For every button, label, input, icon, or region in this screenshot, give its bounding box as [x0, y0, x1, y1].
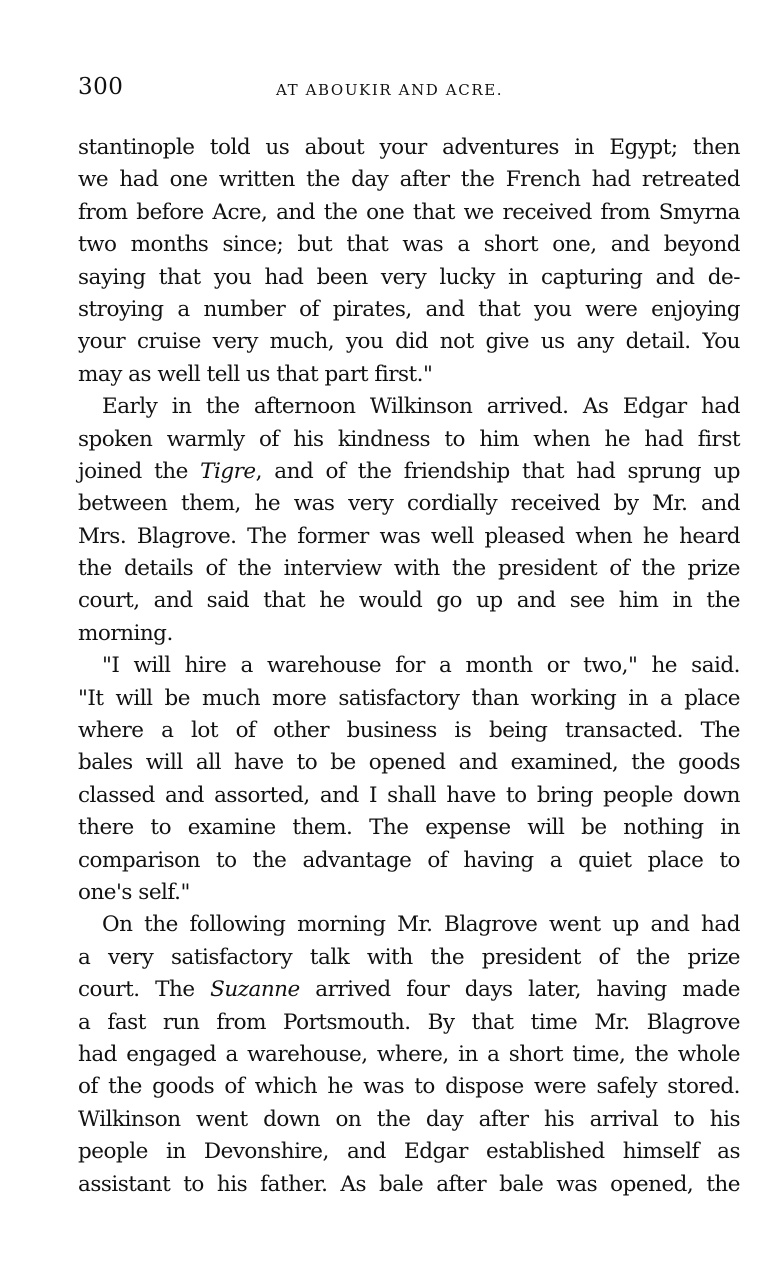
text-line: the details of the interview with the president of the prize — [78, 556, 740, 582]
text-line: had engaged a warehouse, where, in a short time, the whole — [78, 1041, 740, 1067]
text-line: saying that you had been very lucky in capturing and de- — [78, 264, 740, 290]
running-head: AT ABOUKIR AND ACRE. — [276, 81, 504, 99]
text-line: court, and said that he would go up and see him in the — [78, 588, 740, 614]
text-line: comparison to the advantage of having a quiet place to — [78, 847, 740, 873]
text-line: assistant to his father. As bale after bale was opened, the — [78, 1171, 740, 1197]
text-line: where a lot of other business is being transacted. The — [78, 718, 740, 744]
text-line: Mrs. Blagrove. The former was well pleased when he heard — [78, 523, 740, 549]
text-line: your cruise very much, you did not give us any detail. You — [78, 329, 740, 355]
text-line: of the goods of which he was to dispose were safely stored. — [78, 1074, 740, 1100]
text-line: a fast run from Portsmouth. By that time Mr. Blagrove — [78, 1009, 740, 1035]
text-line: Early in the afternoon Wilkinson arrived. As Edgar had — [102, 394, 740, 420]
text-line: On the following morning Mr. Blagrove went up and had — [102, 912, 740, 938]
book-page — [78, 74, 740, 1201]
text-line: a very satisfactory talk with the president of the prize — [78, 944, 740, 970]
text-line: there to examine them. The expense will be nothing in — [78, 815, 740, 841]
ship-name: Suzanne — [210, 977, 300, 1003]
text-line: morning. — [78, 620, 173, 646]
text-line: stantinople told us about your adventures in Egypt; then — [78, 135, 740, 160]
text-line: one's self." — [78, 879, 190, 905]
text-line: bales will all have to be opened and examined, the goods — [78, 750, 740, 776]
text-line: from before Acre, and the one that we received from Smyrna — [78, 199, 740, 225]
page-header — [78, 74, 740, 108]
text-line: spoken warmly of his kindness to him when he had first — [78, 426, 740, 452]
text-line: between them, he was very cordially received by Mr. and — [78, 491, 740, 517]
text-line: two months since; but that was a short one, and beyond — [78, 232, 740, 258]
text-line: classed and assorted, and I shall have to bring people down — [78, 782, 740, 808]
text-line: people in Devonshire, and Edgar established himself as — [78, 1139, 740, 1165]
text-line: "I will hire a warehouse for a month or two," he said. — [102, 653, 740, 679]
text-line: we had one written the day after the French had retreated — [78, 167, 740, 193]
text-line: Wilkinson went down on the day after his arrival to his — [78, 1106, 740, 1132]
text-line: court. The Suzanne arrived four days later, having made — [78, 977, 740, 1003]
text-line: stroying a number of pirates, and that you were enjoying — [78, 296, 740, 322]
text-line: may as well tell us that part first." — [78, 361, 433, 387]
text-line: joined the Tigre, and of the friendship that had sprung up — [78, 458, 740, 484]
ship-name: Tigre — [200, 458, 256, 484]
text-line: "It will be much more satisfactory than working in a place — [78, 685, 740, 711]
page-number: 300 — [78, 74, 124, 100]
body-text — [78, 132, 740, 1201]
